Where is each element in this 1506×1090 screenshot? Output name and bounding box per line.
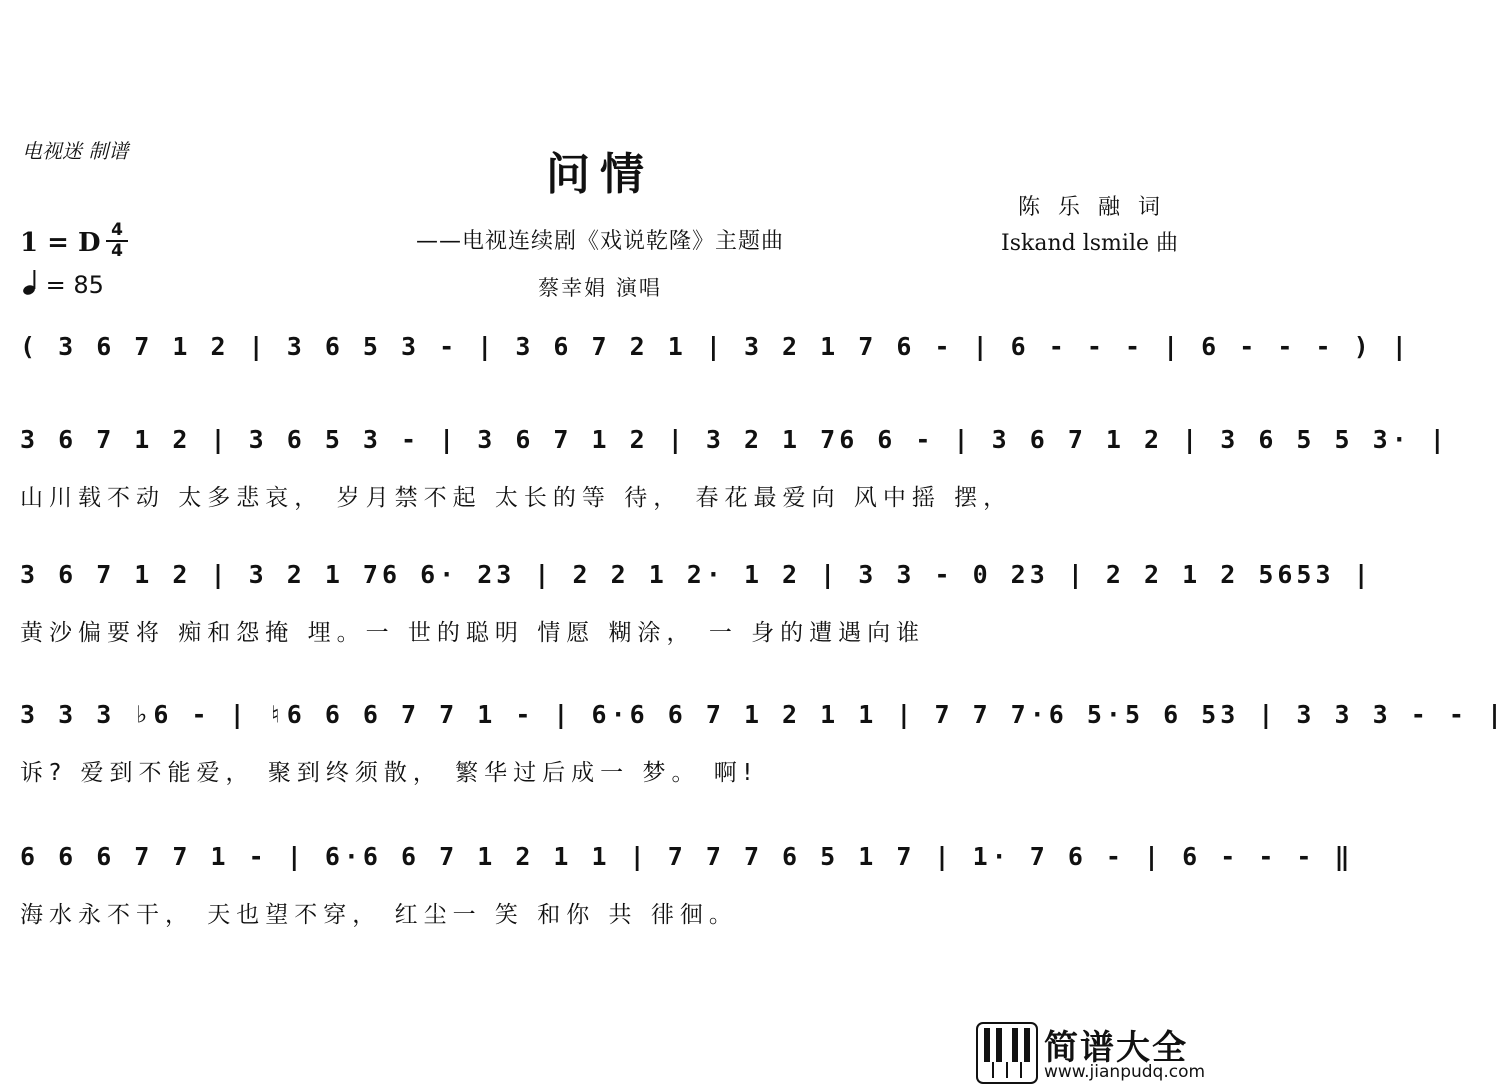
notation-line: 6 6 6 7 7 1 - | 6·6 6 7 1 2 1 1 | 7 7 7 6 5 1 7 | 1· 7 6 - | 6 - - - ‖ [20,842,1354,871]
lyric-line: 海水永不干， 天也望不穿， 红尘一 笑 和你 共 徘徊。 [20,902,738,928]
site-logo [976,1020,1206,1084]
tempo-marking [22,268,104,299]
logo-brand-text: 简谱大全 [1044,1028,1188,1068]
key-signature: 1 = D [20,228,101,258]
logo-site-url: www.jianpudq.com [1044,1062,1206,1082]
notation-line: 3 3 3 ♭6 - | ♮6 6 6 7 7 1 - | 6·6 6 7 1 2 1 1 | 7 7 7·6 5·5 6 53 | 3 3 3 - - | [20,700,1506,729]
quarter-note-icon [22,268,38,296]
lyric-line: 诉? 爱到不能爱， 聚到终须散， 繁华过后成一 梦。 啊! [20,760,758,786]
piano-keys-icon [976,1022,1038,1084]
lyric-line: 山川载不动 太多悲哀， 岁月禁不起 太长的等 待， 春花最爱向 风中摇 摆， [20,485,1013,511]
notation-line: ( 3 6 7 1 2 | 3 6 5 3 - | 3 6 7 2 1 | 3 2 1 7 6 - | 6 - - - | 6 - - - ) | [20,332,1411,361]
song-title: 问情 [546,149,654,200]
song-subtitle: ——电视连续剧《戏说乾隆》主题曲 [415,229,784,254]
meter-top: 4 [111,220,123,240]
tempo-value: = 85 [45,271,104,299]
singer-credit: 蔡幸娟 演唱 [538,276,662,300]
composer-credit: Iskand lsmile 曲 [1001,231,1178,256]
time-signature [106,222,128,260]
score-maker: 电视迷 制谱 [22,139,129,163]
notation-line: 3 6 7 1 2 | 3 6 5 3 - | 3 6 7 1 2 | 3 2 1 76 6 - | 3 6 7 1 2 | 3 6 5 5 3· | [20,425,1449,454]
meter-bottom: 4 [111,241,123,261]
lyric-line: 黄沙偏要将 痴和怨掩 埋。一 世的聪明 情愿 糊涂， 一 身的遭遇向谁 [20,620,926,646]
notation-line: 3 6 7 1 2 | 3 2 1 76 6· 23 | 2 2 1 2· 1 2 | 3 3 - 0 23 | 2 2 1 2 5653 | [20,560,1373,589]
lyricist-credit: 陈乐融词 [1017,195,1178,220]
